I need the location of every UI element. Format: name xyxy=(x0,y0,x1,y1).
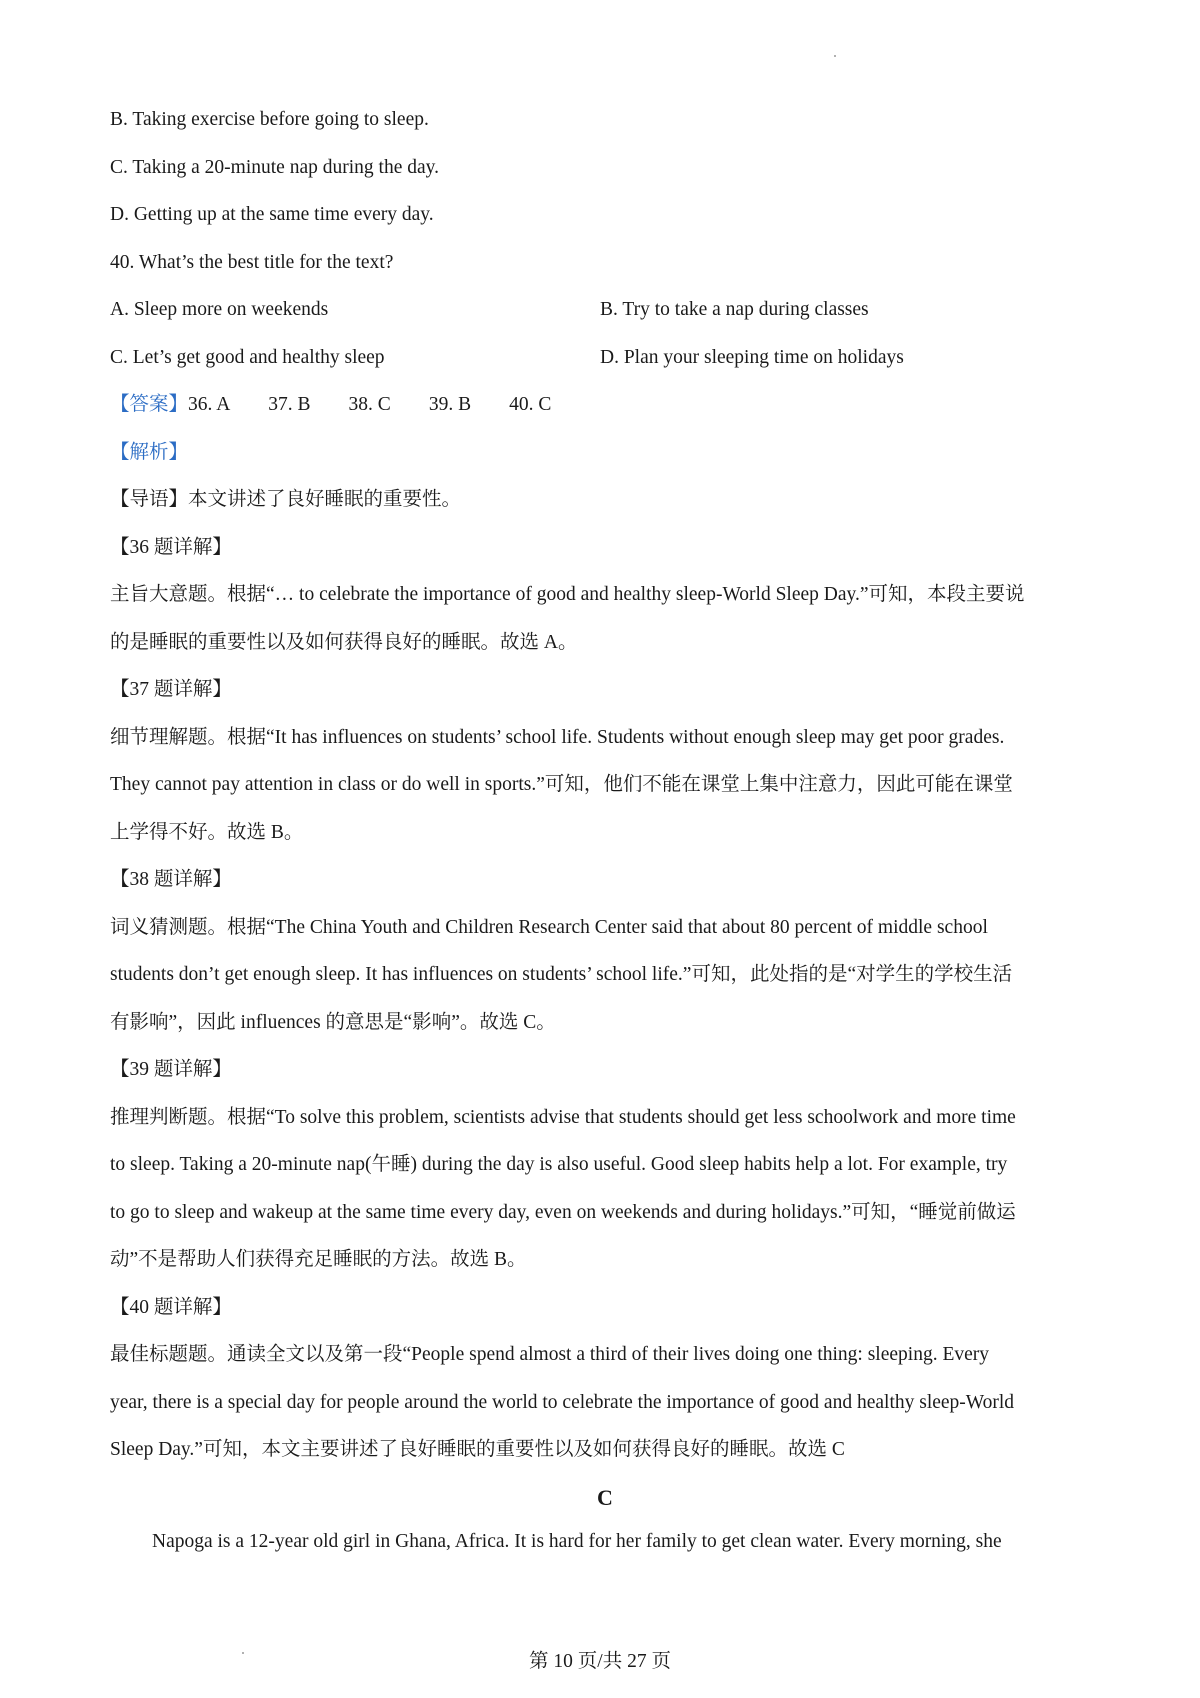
q40-question: 40. What’s the best title for the text? xyxy=(110,251,394,273)
detail-37-line: 上学得不好。故选 B。 xyxy=(110,821,304,843)
detail-38-line: 有影响”，因此 influences 的意思是“影响”。故选 C。 xyxy=(110,1011,556,1033)
page-footer: 第 10 页/共 27 页 xyxy=(529,1651,671,1672)
q40-options-row-2 xyxy=(110,334,1100,382)
detail-36-line: 主旨大意题。根据“… to celebrate the importance of good and healthy sleep-World Sleep Day.”可知，本段主要说 xyxy=(110,584,1025,605)
q40-options-row-1 xyxy=(110,286,1100,334)
page-content xyxy=(110,96,1100,1565)
section-c-first-line: Napoga is a 12-year old girl in Ghana, Africa. It is hard for her family to get clean water. Every morning, she xyxy=(152,1530,1002,1552)
detail-39-line: 推理判断题。根据“To solve this problem, scientists advise that students should get less schoolwork and more time xyxy=(110,1106,1016,1128)
detail-39-line: 动”不是帮助人们获得充足睡眠的方法。故选 B。 xyxy=(110,1249,527,1270)
analysis-tag: 【解析】 xyxy=(110,441,189,463)
detail-37-line: They cannot pay attention in class or do well in sports.”可知，他们不能在课堂上集中注意力，因此可能在课堂 xyxy=(110,774,1013,795)
answer-line xyxy=(110,381,1100,429)
detail-heading-38: 【38 题详解】 xyxy=(110,869,232,890)
detail-40-line: year, there is a special day for people around the world to celebrate the importance of good and healthy sleep-World xyxy=(110,1391,1015,1413)
scan-dot xyxy=(834,55,836,57)
detail-40-line: Sleep Day.”可知，本文主要讲述了良好睡眠的重要性以及如何获得良好的睡眠。故选 C xyxy=(110,1439,845,1460)
detail-40-line: 最佳标题题。通读全文以及第一段“People spend almost a third of their lives doing one thing: sleeping. Every xyxy=(110,1344,990,1365)
detail-37-line: 细节理解题。根据“It has influences on students’ school life. Students without enough sleep may get poor grades. xyxy=(110,726,1005,748)
q40-option-c: C. Let’s get good and healthy sleep xyxy=(110,346,385,368)
detail-heading-36: 【36 题详解】 xyxy=(110,536,232,558)
detail-38-line: 词义猜测题。根据“The China Youth and Children Research Center said that about 80 percent of middle school xyxy=(110,916,988,938)
detail-36-line: 的是睡眠的重要性以及如何获得良好的睡眠。故选 A。 xyxy=(110,631,578,653)
answer-item: 39. B xyxy=(428,394,472,415)
answer-item: 36. A xyxy=(188,394,231,415)
q40-option-a: A. Sleep more on weekends xyxy=(110,299,329,320)
q39-option-b: B. Taking exercise before going to sleep. xyxy=(110,109,429,130)
q39-option-d: D. Getting up at the same time every day. xyxy=(110,204,434,225)
answer-item: 38. C xyxy=(348,394,391,415)
answer-item: 40. C xyxy=(509,394,552,415)
answer-item: 37. B xyxy=(268,394,311,415)
detail-heading-39: 【39 题详解】 xyxy=(110,1059,232,1080)
section-c-heading: C xyxy=(597,1484,613,1510)
intro-text: 【导语】本文讲述了良好睡眠的重要性。 xyxy=(110,489,462,510)
q40-option-b: B. Try to take a nap during classes xyxy=(600,299,869,320)
detail-heading-37: 【37 题详解】 xyxy=(110,679,232,700)
detail-38-line: students don’t get enough sleep. It has influences on students’ school life.”可知，此处指的是“对学生的学校生活 xyxy=(110,964,1013,985)
q39-option-c: C. Taking a 20-minute nap during the day. xyxy=(110,156,439,178)
q40-option-d: D. Plan your sleeping time on holidays xyxy=(600,346,904,368)
answer-tag: 【答案】 xyxy=(110,394,189,415)
detail-39-line: to sleep. Taking a 20-minute nap(午睡) during the day is also useful. Good sleep habits help a lot. For example, try xyxy=(110,1154,1008,1175)
detail-39-line: to go to sleep and wakeup at the same time every day, even on weekends and during holidays.”可知，“睡觉前做运 xyxy=(110,1201,1016,1223)
detail-heading-40: 【40 题详解】 xyxy=(110,1296,232,1318)
